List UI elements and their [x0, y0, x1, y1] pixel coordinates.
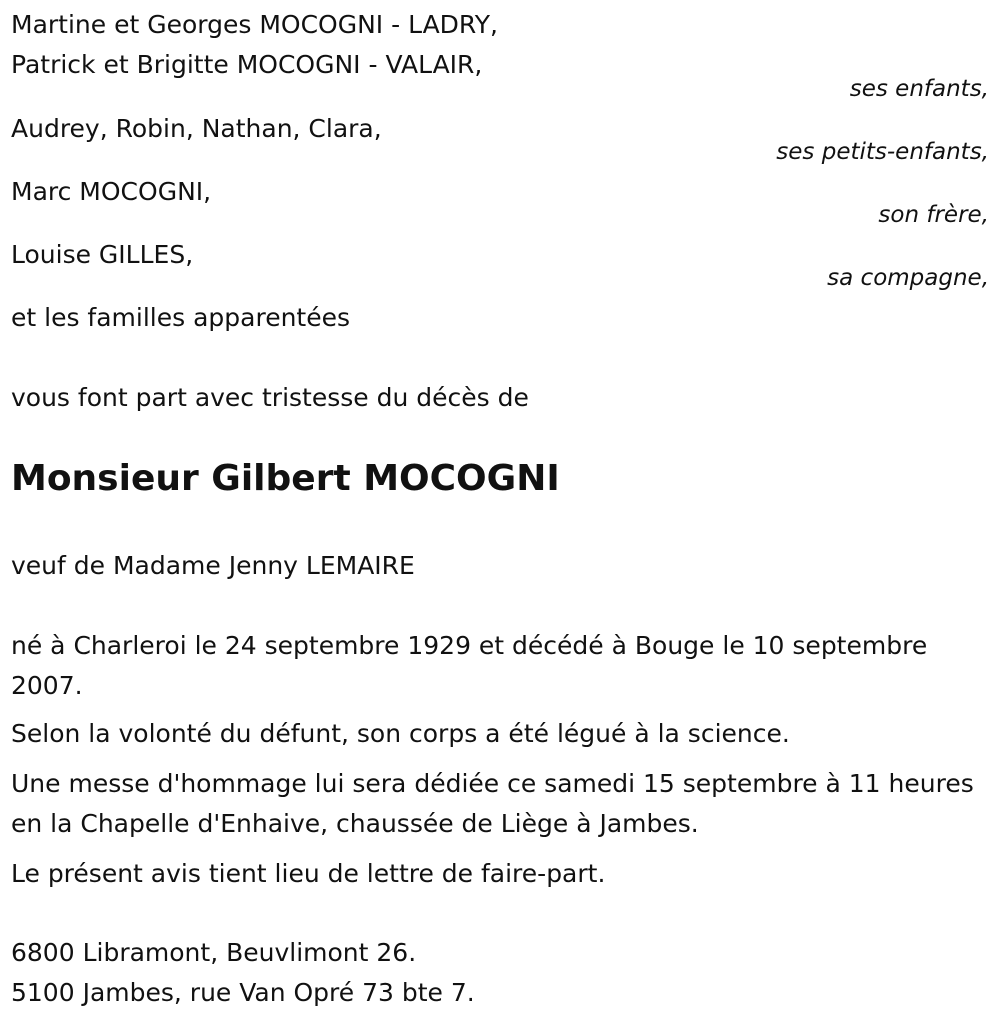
deceased-name: Monsieur Gilbert MOCOGNI: [11, 458, 560, 499]
announcement-text: vous font part avec tristesse du décès de: [11, 383, 529, 412]
relation-companion: sa compagne,: [827, 265, 989, 291]
mass-text: Une messe d'hommage lui sera dédiée ce samedi 15 septembre à 11 heures en la Chapelle d'Enhaive, chaussée de Liège à Jambes.: [11, 769, 974, 838]
birth-death-text: né à Charleroi le 24 septembre 1929 et décédé à Bouge le 10 septembre 2007.: [11, 631, 928, 700]
family-brother: Marc MOCOGNI,: [11, 177, 212, 206]
relation-brother: son frère,: [878, 202, 989, 228]
address-2: 5100 Jambes, rue Van Opré 73 bte 7.: [11, 978, 475, 1007]
address-1: 6800 Libramont, Beuvlimont 26.: [11, 938, 417, 967]
notice-text: Le présent avis tient lieu de lettre de faire-part.: [11, 859, 606, 888]
family-line-1: Martine et Georges MOCOGNI - LADRY,: [11, 10, 498, 39]
family-grandchildren: Audrey, Robin, Nathan, Clara,: [11, 114, 382, 143]
relation-grandchildren: ses petits-enfants,: [776, 139, 989, 165]
family-line-2: Patrick et Brigitte MOCOGNI - VALAIR,: [11, 50, 483, 79]
relation-children: ses enfants,: [849, 76, 989, 102]
widower-text: veuf de Madame Jenny LEMAIRE: [11, 551, 415, 580]
science-text: Selon la volonté du défunt, son corps a été légué à la science.: [11, 719, 790, 748]
family-companion: Louise GILLES,: [11, 240, 194, 269]
family-relatives: et les familles apparentées: [11, 303, 351, 332]
